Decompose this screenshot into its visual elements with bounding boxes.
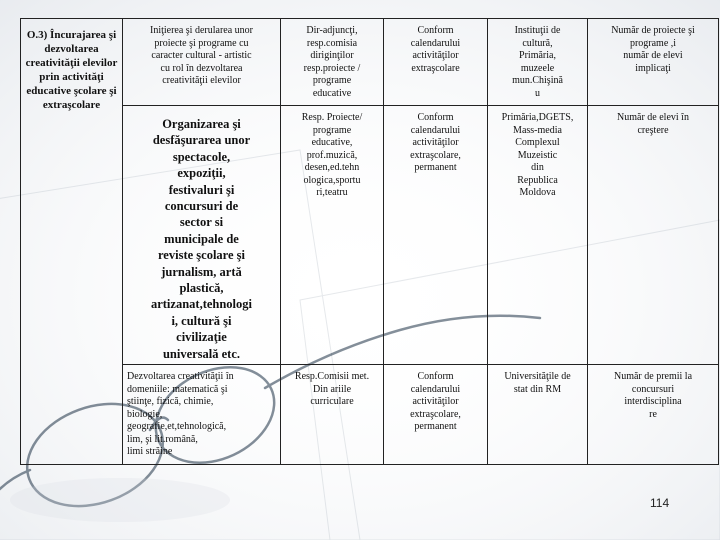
responsible-cell <box>281 106 384 365</box>
responsible-text: Resp.Comisii met. Din ariile curriculare <box>294 371 370 408</box>
indicator-cell <box>588 365 719 465</box>
responsible-text: Resp. Proiecte/ programe educative, prof.muzică, desen,ed.tehn ologica,sportu ri,teatru <box>301 112 363 198</box>
indicator-cell <box>588 106 719 365</box>
activity-text: Iniţierea şi derularea unor proiecte şi programe cu caracter cultural - artistic cu rol în dezvoltarea creativităţii elevilor <box>149 25 253 86</box>
responsible-text: Dir-adjuncţi, resp.comisia diriginţilor resp.proiecte / programe educative <box>303 25 361 99</box>
partners-cell <box>488 106 588 365</box>
education-plan-table <box>20 18 719 465</box>
partners-text: Instituţii de cultură, Primăria, muzeele mun.Chişină u <box>512 25 563 99</box>
term-cell <box>384 106 488 365</box>
table-row <box>21 19 719 106</box>
table-row <box>21 365 719 465</box>
table-row <box>21 106 719 365</box>
partners-cell <box>488 365 588 465</box>
responsible-cell <box>281 19 384 106</box>
indicator-cell <box>588 19 719 106</box>
partners-text: Primăria,DGETS, Mass-media Complexul Muzeistic din Republica Moldova <box>501 112 574 198</box>
indicator-text: Număr de proiecte şi programe ,i număr de elevi implicaţi <box>611 25 695 74</box>
term-text: Conform calendarului activităţilor extraşcolare, permanent <box>410 371 461 433</box>
activity-text: Organizarea şi desfăşurarea unor spectacole, expoziţii, festivaluri şi concursuri de sector si municipale de reviste şcolare şi jurnalism, artă plastică, artizanat,tehnologi i, cultură şi civilizaţie universală etc. <box>150 117 253 361</box>
activity-cell <box>123 19 281 106</box>
term-cell <box>384 19 488 106</box>
indicator-text: Număr de elevi în creştere <box>617 112 689 136</box>
responsible-cell <box>281 365 384 465</box>
term-cell <box>384 365 488 465</box>
page-number: 114 <box>650 496 670 510</box>
objective-text: O.3) Încurajarea şi dezvoltarea creativităţii elevilor prin activităţi educative şcolare şi extraşcolare <box>25 29 118 111</box>
partners-text: Universităţile de stat din RM <box>504 371 571 395</box>
term-text: Conform calendarului activităţilor extraşcolare, permanent <box>410 112 461 173</box>
activity-text: Dezvoltarea creativităţii în domeniile: matematică şi ştiinţe, fizică, chimie, biologie, geografie,et,tehnologică, lim, şi lit.română, limi străine <box>127 371 234 458</box>
activity-cell <box>123 106 281 365</box>
activity-cell <box>123 365 281 465</box>
indicator-text: Număr de premii la concursuri interdisciplina re <box>613 371 693 420</box>
term-text: Conform calendarului activităţilor extraşcolare <box>410 25 461 74</box>
partners-cell <box>488 19 588 106</box>
objective-cell <box>21 19 123 465</box>
